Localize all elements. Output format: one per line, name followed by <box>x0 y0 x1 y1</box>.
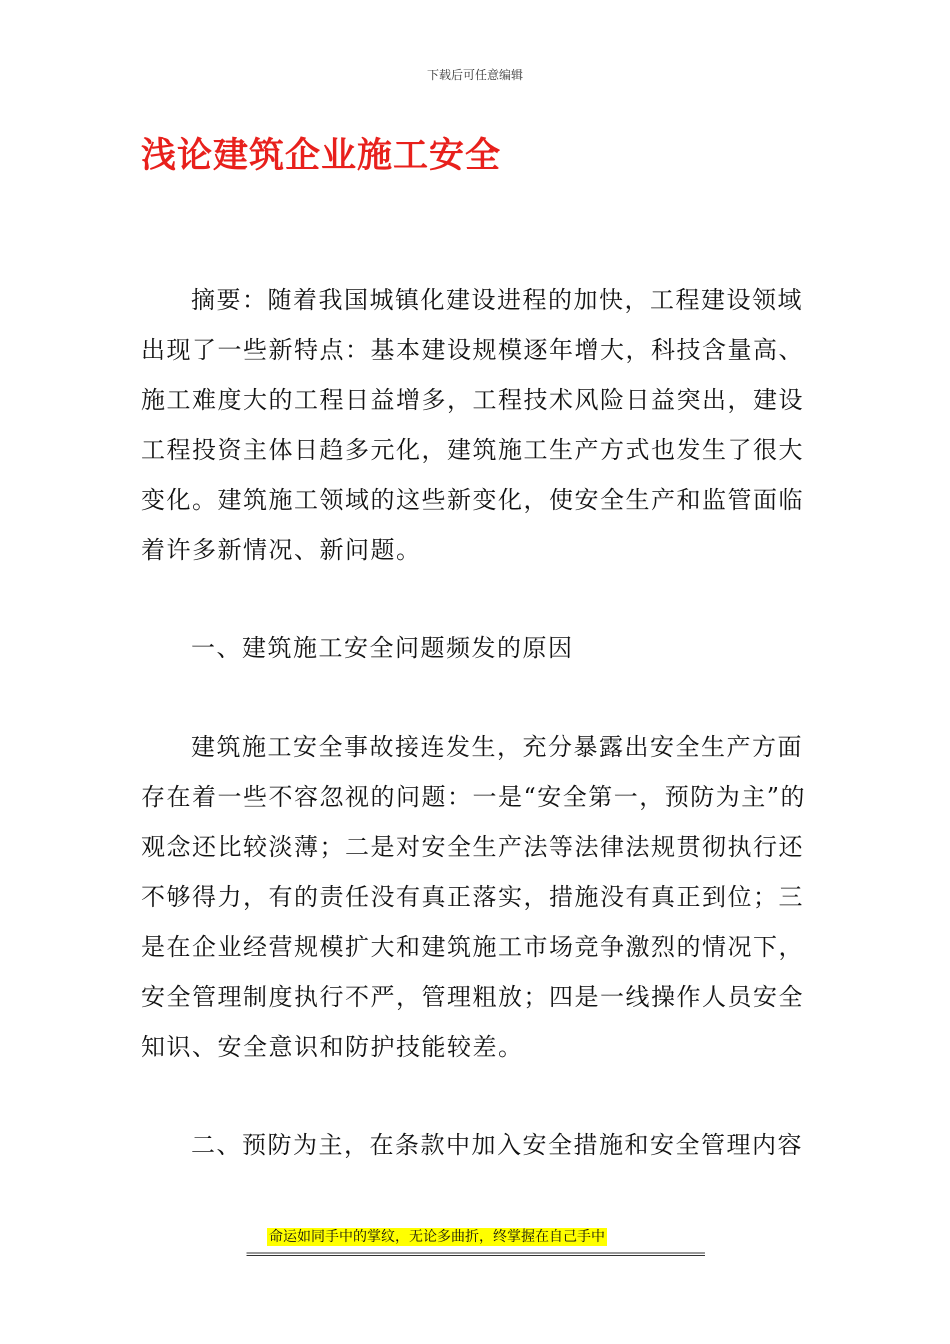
footer-divider: ================================================================================ <box>246 1247 704 1261</box>
section-1-body: 建筑施工安全事故接连发生，充分暴露出安全生产方面存在着一些不容忽视的问题：一是“安全第一，预防为主”的观念还比较淡薄；二是对安全生产法等法律法规贯彻执行还不够得力，有的责任没有真正落实，措施没有真正到位；三是在企业经营规模扩大和建筑施工市场竞争激烈的情况下，安全管理制度执行不严，管理粗放；四是一线操作人员安全知识、安全意识和防护技能较差。 <box>141 733 807 1061</box>
header-note: 下载后可任意编辑 <box>426 68 523 82</box>
abstract-paragraph: 摘要：随着我国城镇化建设进程的加快，工程建设领域出现了一些新特点：基本建设规模逐年增大，科技含量高、施工难度大的工程日益增多，工程技术风险日益突出，建设工程投资主体日趋多元化，建筑施工生产方式也发生了很大变化。建筑施工领域的这些新变化，使安全生产和监管面临着许多新情况、新问题。 <box>141 286 804 564</box>
document-title: 浅论建筑企业施工安全 <box>141 136 502 176</box>
section-1-heading: 一、建筑施工安全问题频发的原因 <box>191 634 574 662</box>
footer-motto: 命运如同手中的掌纹，无论多曲折，终掌握在自己手中 <box>269 1229 605 1245</box>
section-2-heading: 二、预防为主，在条款中加入安全措施和安全管理内容 <box>191 1131 803 1159</box>
